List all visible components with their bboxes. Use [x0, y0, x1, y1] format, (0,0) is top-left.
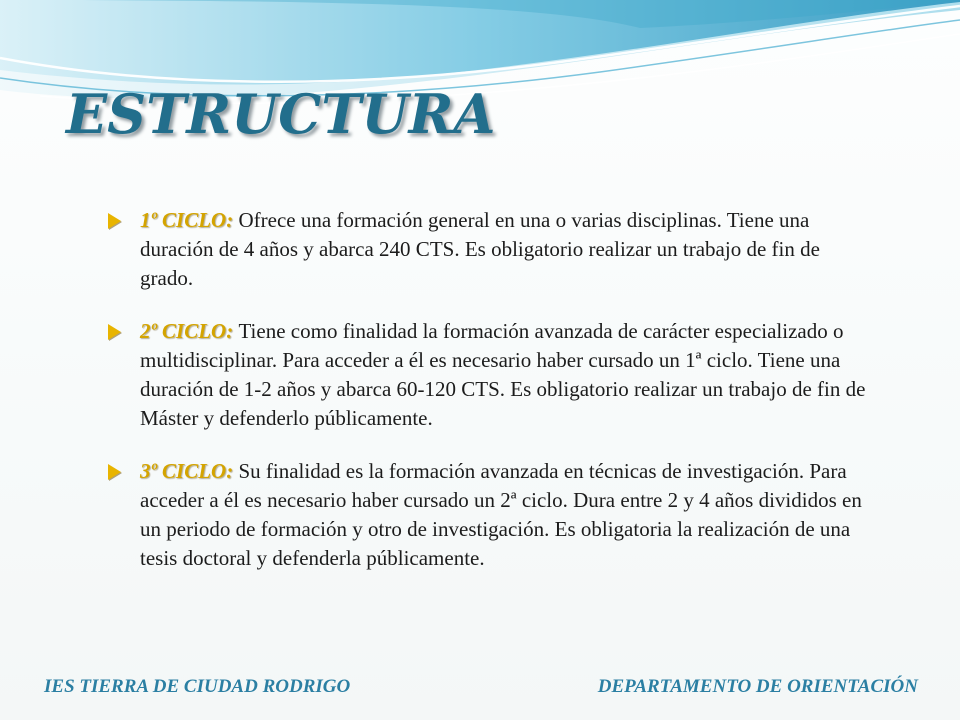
list-item-cycle-3 — [108, 457, 878, 573]
arrow-bullet-icon — [108, 464, 121, 480]
list-item-cycle-2 — [108, 317, 878, 433]
cycle-label: 3º CICLO: — [140, 459, 239, 483]
footer-school-name: IES TIERRA DE CIUDAD RODRIGO — [44, 676, 351, 697]
cycle-label: 2º CICLO: — [140, 319, 239, 343]
cycle-description: Su finalidad es la formación avanzada en técnicas de investigación. Para acceder a él es necesario haber cursado un 2ª ciclo. Dura entre 2 y 4 años divididos en un periodo de formación y otro de investigación. Es obligatoria la realización de una tesis doctoral y defenderla públicamente. — [140, 459, 862, 570]
list-item-cycle-1 — [108, 206, 878, 293]
cycle-label: 1º CICLO: — [140, 208, 239, 232]
cycle-description: Ofrece una formación general en una o varias disciplinas. Tiene una duración de 4 años y abarca 240 CTS. Es obligatorio realizar un trabajo de fin de grado. — [140, 208, 820, 290]
page-title: ESTRUCTURA — [66, 82, 496, 146]
arrow-bullet-icon — [108, 213, 121, 229]
footer-department-name: DEPARTAMENTO DE ORIENTACIÓN — [597, 676, 918, 697]
cycle-description: Tiene como finalidad la formación avanzada de carácter especializado o multidisciplinar. Para acceder a él es necesario haber cursado un 1ª ciclo. Tiene una duración de 1-2 años y abarca 60-120 CTS. Es obligatorio realizar un trabajo de fin de Máster y defenderlo públicamente. — [140, 319, 866, 430]
cycles-list — [108, 206, 878, 597]
arrow-bullet-icon — [108, 324, 121, 340]
